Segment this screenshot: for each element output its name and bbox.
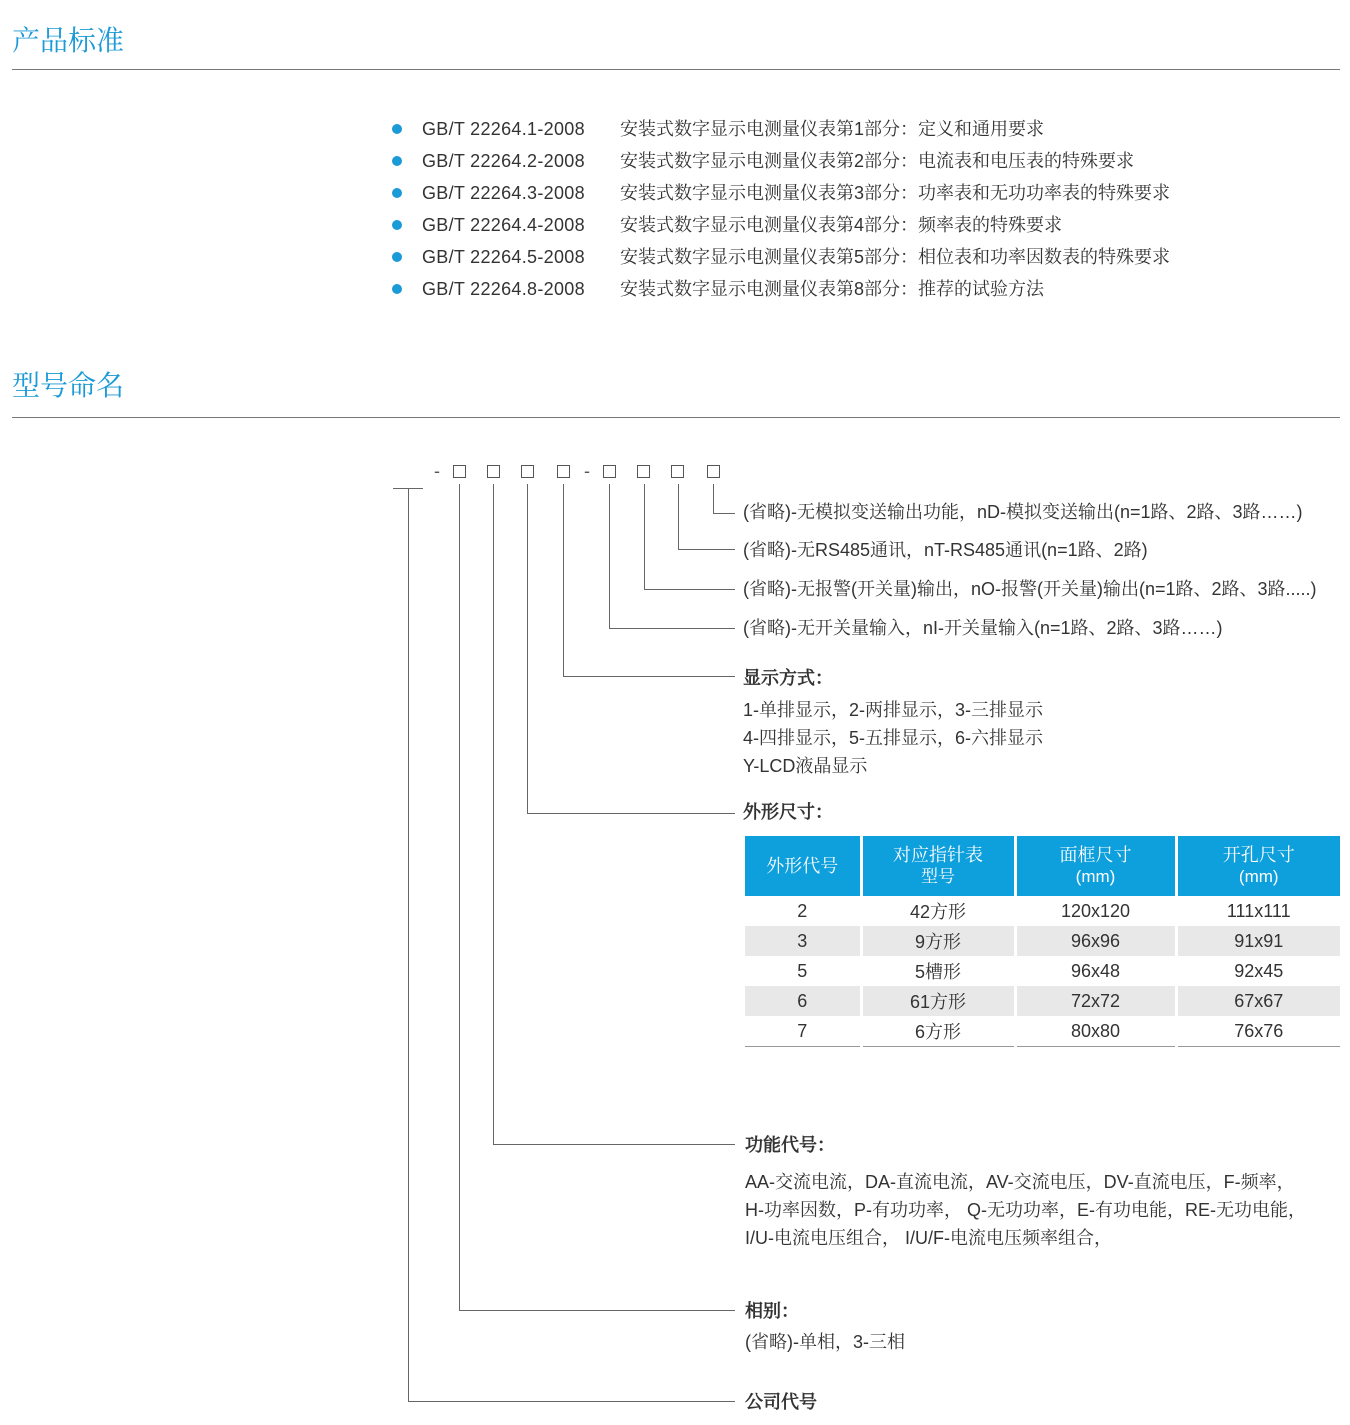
table-header-cell (1176, 836, 1340, 896)
standard-desc: 安装式数字显示电测量仪表第1部分：定义和通用要求 (620, 119, 1045, 139)
connector-line (408, 1401, 735, 1402)
connector-line (644, 484, 645, 590)
standard-code: GB/T 22264.2-2008 (422, 151, 585, 171)
phase-line: (省略)-单相，3-三相 (745, 1332, 905, 1352)
table-header-cell (745, 836, 861, 896)
display-mode-title: 显示方式： (743, 668, 833, 688)
standard-code: GB/T 22264.1-2008 (422, 119, 585, 139)
code-box-alarm (637, 465, 650, 478)
table-cell: 7 (745, 1016, 861, 1047)
connector-line (609, 484, 610, 629)
table-cell: 6方形 (861, 1016, 1015, 1047)
standard-code: GB/T 22264.5-2008 (422, 247, 585, 267)
connector-line (493, 484, 494, 1145)
header-subtext: (mm) (1075, 867, 1116, 886)
code-box-phase (453, 465, 466, 478)
connector-line (609, 628, 735, 629)
table-cell: 67x67 (1176, 986, 1340, 1016)
size-title: 外形尺寸： (743, 802, 833, 822)
bullet-dot-icon (392, 284, 402, 294)
list-item (390, 273, 1170, 305)
connector-line (527, 484, 528, 814)
connector-line (527, 813, 735, 814)
display-mode-line: 1-单排显示，2-两排显示，3-三排显示 (743, 700, 1044, 720)
table-row (745, 1016, 1340, 1047)
table-cell: 120x120 (1015, 896, 1176, 926)
connector-line (493, 1144, 735, 1145)
connector-line (563, 484, 564, 677)
bullet-dot-icon (392, 156, 402, 166)
section-divider (12, 69, 1340, 70)
connector-line (459, 484, 460, 1311)
phase-title: 相别： (745, 1301, 799, 1321)
code-box-switch-input (603, 465, 616, 478)
display-mode-line: 4-四排显示，5-五排显示，6-六排显示 (743, 728, 1044, 748)
header-subtext: (mm) (1238, 867, 1279, 886)
function-code-line: H-功率因数，P-有功功率， Q-无功功率，E-有功电能，RE-无功电能， (745, 1200, 1306, 1220)
function-code-line: I/U-电流电压组合， I/U/F-电流电压频率组合， (745, 1228, 1112, 1248)
table-cell: 80x80 (1015, 1016, 1176, 1047)
function-code-line: AA-交流电流，DA-直流电流，AV-交流电压，DV-直流电压，F-频率， (745, 1172, 1295, 1192)
standards-list (390, 113, 1170, 305)
header-text: 开孔尺寸 (1222, 845, 1295, 865)
connector-line (678, 484, 679, 550)
table-row (745, 926, 1340, 956)
table-cell: 72x72 (1015, 986, 1176, 1016)
table-cell: 96x96 (1015, 926, 1176, 956)
connector-line (644, 589, 735, 590)
standard-desc: 安装式数字显示电测量仪表第5部分：相位表和功率因数表的特殊要求 (620, 247, 1171, 267)
switch-input-desc: (省略)-无开关量输入，nI-开关量输入(n=1路、2路、3路……) (743, 618, 1223, 638)
list-item (390, 145, 1170, 177)
standard-desc: 安装式数字显示电测量仪表第3部分：功率表和无功功率表的特殊要求 (620, 183, 1171, 203)
code-box-size (521, 465, 534, 478)
bullet-dot-icon (392, 188, 402, 198)
table-row (745, 896, 1340, 926)
table-cell: 42方形 (861, 896, 1015, 926)
table-cell: 2 (745, 896, 861, 926)
connector-line (563, 676, 735, 677)
code-box-analog (707, 465, 720, 478)
section-title-naming: 型号命名 (12, 370, 125, 401)
header-text: 面框尺寸 (1059, 845, 1132, 865)
size-table (745, 836, 1340, 1047)
table-cell: 61方形 (861, 986, 1015, 1016)
table-header-cell (1015, 836, 1176, 896)
connector-line (408, 488, 409, 1402)
code-dash: - (584, 461, 590, 481)
analog-output-desc: (省略)-无模拟变送输出功能，nD-模拟变送输出(n=1路、2路、3路……) (743, 502, 1303, 522)
table-cell: 111x111 (1176, 896, 1340, 926)
list-item (390, 241, 1170, 273)
list-item (390, 209, 1170, 241)
table-cell: 9方形 (861, 926, 1015, 956)
section-divider (12, 417, 1340, 418)
standard-desc: 安装式数字显示电测量仪表第8部分：推荐的试验方法 (620, 279, 1045, 299)
bullet-dot-icon (392, 124, 402, 134)
standard-code: GB/T 22264.3-2008 (422, 183, 585, 203)
table-cell: 96x48 (1015, 956, 1176, 986)
standard-desc: 安装式数字显示电测量仪表第2部分：电流表和电压表的特殊要求 (620, 151, 1135, 171)
standard-code: GB/T 22264.8-2008 (422, 279, 585, 299)
bullet-dot-icon (392, 252, 402, 262)
code-box-function (487, 465, 500, 478)
table-cell: 5槽形 (861, 956, 1015, 986)
table-cell: 92x45 (1176, 956, 1340, 986)
header-text: 外形代号 (766, 856, 839, 876)
code-dash: - (434, 461, 440, 481)
connector-line (713, 484, 714, 514)
table-cell: 3 (745, 926, 861, 956)
connector-line (713, 513, 735, 514)
connector-line (678, 549, 735, 550)
header-subtext: 型号 (921, 867, 955, 886)
code-box-rs485 (671, 465, 684, 478)
table-cell: 5 (745, 956, 861, 986)
section-title-standards: 产品标准 (12, 25, 125, 56)
table-row (745, 986, 1340, 1016)
list-item (390, 113, 1170, 145)
table-cell: 91x91 (1176, 926, 1340, 956)
table-header-cell (861, 836, 1015, 896)
display-mode-line: Y-LCD液晶显示 (743, 756, 868, 776)
code-box-display (557, 465, 570, 478)
header-text: 对应指针表 (893, 845, 983, 865)
table-row (745, 956, 1340, 986)
alarm-output-desc: (省略)-无报警(开关量)输出，nO-报警(开关量)输出(n=1路、2路、3路.....) (743, 579, 1317, 599)
bullet-dot-icon (392, 220, 402, 230)
list-item (390, 177, 1170, 209)
standard-code: GB/T 22264.4-2008 (422, 215, 585, 235)
company-code-title: 公司代号 (745, 1392, 817, 1412)
table-cell: 76x76 (1176, 1016, 1340, 1047)
standard-desc: 安装式数字显示电测量仪表第4部分：频率表的特殊要求 (620, 215, 1063, 235)
table-cell: 6 (745, 986, 861, 1016)
function-code-title: 功能代号： (745, 1135, 835, 1155)
rs485-desc: (省略)-无RS485通讯，nT-RS485通讯(n=1路、2路) (743, 540, 1148, 560)
connector-line (459, 1310, 735, 1311)
